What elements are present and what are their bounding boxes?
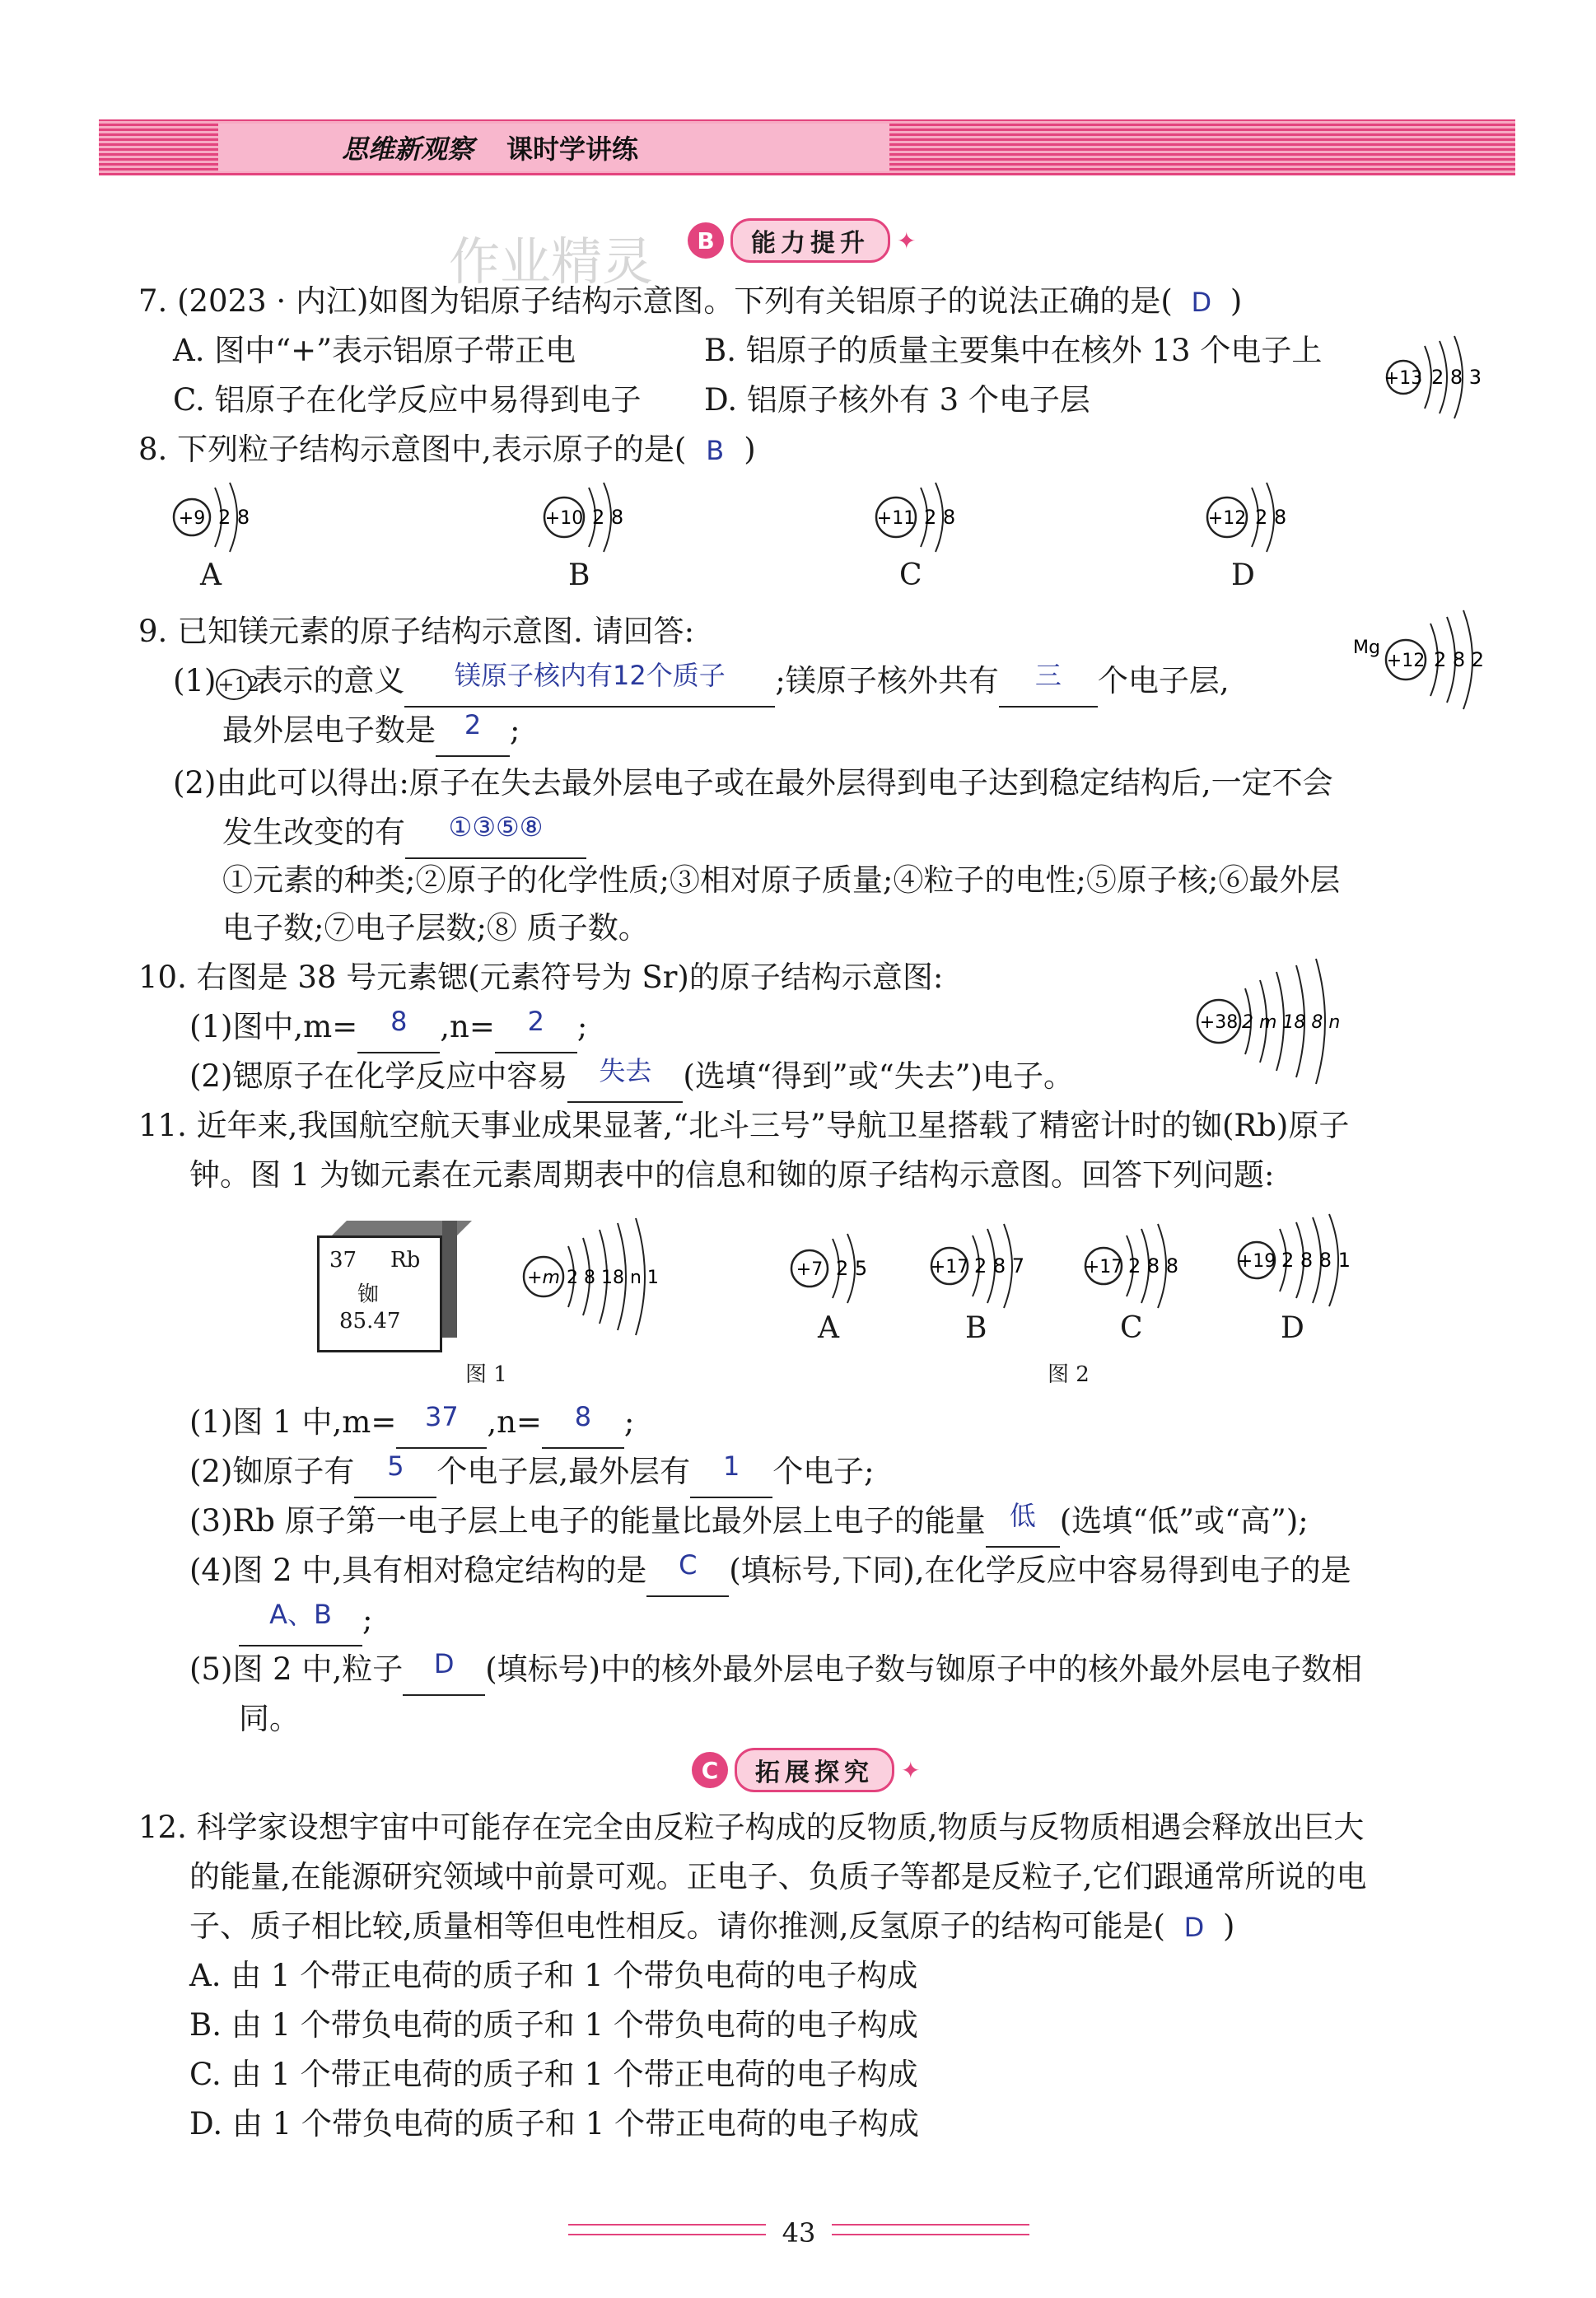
q11-blank-m: [396, 1399, 487, 1449]
card-front: [317, 1235, 442, 1352]
element-card: [317, 1221, 457, 1352]
svg-text:2 8: 2 8: [592, 506, 624, 529]
svg-text:2 m 18 8 n: 2 m 18 8 n: [1242, 1012, 1341, 1033]
q9-stem: 9. 已知镁元素的原子结构示意图. 请回答:: [138, 614, 695, 649]
q9-blank-1: [404, 657, 775, 708]
svg-text:2 5: 2 5: [836, 1257, 868, 1280]
star-icon: ✦: [897, 227, 917, 255]
q8-diagram-a: [169, 478, 268, 560]
q10-blank-n: [495, 1003, 577, 1053]
element-symbol: Rb: [390, 1248, 421, 1273]
q9-blank-4: [405, 809, 586, 859]
svg-text:+11: +11: [876, 508, 916, 529]
q7-option-a: A. 图中“+”表示铝原子带正电: [173, 333, 576, 368]
q11-fig2-d: [1234, 1212, 1374, 1311]
q7-close: ): [1230, 283, 1243, 319]
q11-stem-1: 11. 近年来,我国航空航天事业成果显著,“北斗三号”导航卫星搭载了精密计时的铷(Rb)原子: [138, 1108, 1350, 1143]
element-name: 铷: [357, 1282, 380, 1307]
q7-answer: D: [1191, 287, 1212, 318]
section-badge-b: [688, 218, 916, 263]
shell-arc: [1425, 346, 1431, 409]
q9-part1: (1)+12表示的意义 镁原子核内有12个质子 ;镁原子核外共有 三 个电子层,: [173, 657, 1230, 708]
q11-answer-layers: 5: [387, 1450, 404, 1482]
q11-answer-energy: 低: [1009, 1500, 1036, 1531]
svg-text:2 8: 2 8: [218, 506, 250, 529]
svg-text:2 8: 2 8: [924, 506, 956, 529]
q8-stem-text: 8. 下列粒子结构示意图中,表示原子的是(: [138, 432, 687, 467]
svg-text:2 8 2: 2 8 2: [1434, 648, 1485, 671]
q12-answer: D: [1183, 1912, 1205, 1943]
q12-stem-1: 12. 科学家设想宇宙中可能存在完全由反粒子构成的反物质,物质与反物质相遇会释放出巨大: [138, 1810, 1365, 1845]
q11-rb-diagram: [519, 1215, 667, 1338]
q11-answer-gain: A、B: [269, 1599, 332, 1630]
fig1-label: 图 1: [465, 1362, 507, 1387]
svg-text:2 8 8: 2 8 8: [1128, 1254, 1179, 1277]
q11-blank-layers: [354, 1448, 436, 1498]
q11-part2: (2)铷原子有 5 个电子层,最外层有 1 个电子;: [189, 1448, 875, 1498]
svg-text:2 8 7: 2 8 7: [974, 1254, 1025, 1277]
fig2-label-a: A: [818, 1311, 839, 1345]
svg-text:2 8 8 1: 2 8 8 1: [1281, 1249, 1351, 1272]
q11-blank-energy: [986, 1497, 1060, 1548]
q8-label-c: C: [899, 558, 922, 592]
svg-text:+12: +12: [1386, 651, 1426, 671]
q9-part2: (2)由此可以得出:原子在失去最外层电子或在最外层得到电子达到稳定结构后,一定不会: [173, 765, 1333, 801]
shell-label: 2 8 3: [1431, 366, 1482, 389]
nucleus-label: +13: [1384, 368, 1423, 389]
q10-answer-2: 失去: [599, 1055, 652, 1086]
q11-part4-line2: A、B ;: [239, 1596, 372, 1646]
svg-text:2 8 18 n 1: 2 8 18 n 1: [567, 1268, 659, 1288]
q11-blank-n: [542, 1399, 624, 1449]
section-badge-c: [692, 1748, 920, 1792]
q9-part1-line2: 最外层电子数是 2 ;: [222, 707, 520, 757]
q7-option-c: C. 铝原子在化学反应中易得到电子: [173, 382, 642, 418]
svg-text:2 8: 2 8: [1255, 506, 1287, 529]
header-title: 课时学讲练: [506, 133, 639, 165]
section-title: 拓展探究: [735, 1748, 894, 1792]
q8-close: ): [744, 432, 756, 467]
q10-sr-diagram: [1194, 955, 1359, 1087]
q11-fig2-a: [786, 1227, 877, 1310]
q12-stem-3: 子、质子相比较,质量相等但电性相反。请你推测,反氢原子的结构可能是( D ): [189, 1903, 1234, 1951]
q11-part5: (5)图 2 中,粒子 D (填标号)中的核外最外层电子数与铷原子中的核外最外层电子数相: [189, 1646, 1362, 1696]
q12-option-b: B. 由 1 个带负电荷的质子和 1 个带负电荷的电子构成: [189, 2007, 918, 2043]
svg-text:+17: +17: [930, 1257, 969, 1277]
q10-stem: 10. 右图是 38 号元素锶(元素符号为 Sr)的原子结构示意图:: [138, 960, 944, 995]
svg-text:Mg: Mg: [1353, 638, 1380, 658]
q11-part1: (1)图 1 中,m= 37 ,n= 8 ;: [189, 1399, 634, 1449]
section-letter: C: [692, 1752, 728, 1788]
q8-label-d: D: [1231, 558, 1255, 592]
header-title-box: [218, 124, 889, 171]
q11-answer-stable: C: [679, 1549, 698, 1581]
q7-atom-diagram: [1384, 329, 1491, 420]
svg-text:+10: +10: [544, 508, 584, 529]
q11-part4: (4)图 2 中,具有相对稳定结构的是 C (填标号,下同),在化学反应中容易得到电子的是: [189, 1547, 1351, 1597]
section-letter: B: [688, 222, 724, 259]
q11-fig2-b: [926, 1221, 1042, 1311]
q7-option-b: B. 铝原子的质量主要集中在核外 13 个电子上: [704, 333, 1323, 368]
q8-label-b: B: [568, 558, 590, 592]
q12-option-d: D. 由 1 个带负电荷的质子和 1 个带正电荷的电子构成: [189, 2106, 919, 2142]
svg-text:+12: +12: [1207, 508, 1247, 529]
q11-answer-m: 37: [424, 1401, 459, 1432]
page-number: 43: [766, 2212, 832, 2254]
q10-blank-2: [567, 1053, 683, 1103]
watermark: 作业精灵: [449, 231, 654, 292]
q11-blank-stable: [646, 1547, 729, 1597]
q9-answer-2: 三: [1034, 660, 1062, 691]
q11-blank-outer: [690, 1448, 772, 1498]
element-number: 37: [329, 1248, 357, 1273]
fig2-label-d: D: [1281, 1311, 1304, 1345]
q9-part2-line2: 发生改变的有 ①③⑤⑧: [222, 809, 586, 859]
fig2-label: 图 2: [1048, 1362, 1090, 1387]
section-title: 能力提升: [730, 218, 890, 263]
q9-list-1: ①元素的种类;②原子的化学性质;③相对原子质量;④粒子的电性;⑤原子核;⑥最外层: [222, 862, 1341, 898]
q7-stem: [138, 278, 1242, 326]
q11-answer-outer: 1: [723, 1450, 740, 1482]
fig2-label-c: C: [1120, 1311, 1143, 1345]
svg-text:+38: +38: [1199, 1012, 1239, 1033]
q9-blank-3: [436, 707, 510, 757]
svg-text:+7: +7: [796, 1259, 824, 1280]
q10-part1: (1)图中,m= 8 ,n= 2 ;: [189, 1003, 587, 1053]
svg-text:+m: +m: [527, 1268, 560, 1288]
q10-answer-n: 2: [527, 1006, 545, 1037]
q11-fig2-c: [1080, 1221, 1196, 1311]
q8-label-a: A: [200, 558, 222, 592]
q10-part2: (2)锶原子在化学反应中容易 失去 (选填“得到”或“失去”)电子。: [189, 1053, 1074, 1103]
svg-text:+9: +9: [178, 508, 206, 529]
q10-blank-m: [357, 1003, 440, 1053]
q8-answer: B: [706, 435, 725, 466]
q8-stem: [138, 426, 756, 474]
fig2-label-b: B: [965, 1311, 987, 1345]
q11-part3: (3)Rb 原子第一电子层上电子的能量比最外层上电子的能量 低 (选填“低”或“高”);: [189, 1497, 1309, 1548]
q9-mg-diagram: [1346, 605, 1486, 712]
q8-diagram-c: [871, 478, 978, 560]
q11-stem-2: 钟。图 1 为铷元素在元素周期表中的信息和铷的原子结构示意图。回答下列问题:: [189, 1157, 1275, 1193]
q10-answer-m: 8: [390, 1006, 408, 1037]
q11-blank-gain: [239, 1596, 362, 1646]
card-side-face: [442, 1221, 457, 1338]
q7-option-d: D. 铝原子核外有 3 个电子层: [704, 382, 1090, 418]
q11-answer-n: 8: [574, 1401, 592, 1432]
q12-option-a: A. 由 1 个带正电荷的质子和 1 个带负电荷的电子构成: [189, 1958, 918, 1993]
q9-blank-2: [999, 657, 1098, 708]
q9-answer-1: 镁原子核内有12个质子: [455, 660, 726, 691]
star-icon: ✦: [901, 1756, 921, 1784]
q9-list-2: 电子数;⑦电子层数;⑧ 质子数。: [222, 910, 649, 946]
q9-answer-4: ①③⑤⑧: [448, 811, 544, 843]
element-mass: 85.47: [339, 1309, 401, 1333]
q11-blank-same: [403, 1646, 485, 1696]
q11-answer-same: D: [433, 1648, 455, 1679]
q12-stem-2: 的能量,在能源研究领域中前景可观。正电子、负质子等都是反粒子,它们跟通常所说的电: [189, 1859, 1367, 1894]
q11-part5-line2: 同。: [239, 1701, 300, 1736]
q7-stem-text: 7. (2023 · 内江)如图为铝原子结构示意图。下列有关铝原子的说法正确的是(: [138, 283, 1173, 319]
q12-option-c: C. 由 1 个带正电荷的质子和 1 个带正电荷的电子构成: [189, 2057, 918, 2092]
header-brand: 思维新观察: [342, 133, 474, 165]
nucleus-circle-inline: +12: [216, 669, 252, 700]
svg-text:+19: +19: [1237, 1251, 1276, 1272]
q8-diagram-b: [539, 478, 646, 560]
q9-answer-3: 2: [464, 709, 482, 740]
q8-diagram-d: [1202, 478, 1309, 560]
svg-text:+17: +17: [1084, 1257, 1123, 1277]
